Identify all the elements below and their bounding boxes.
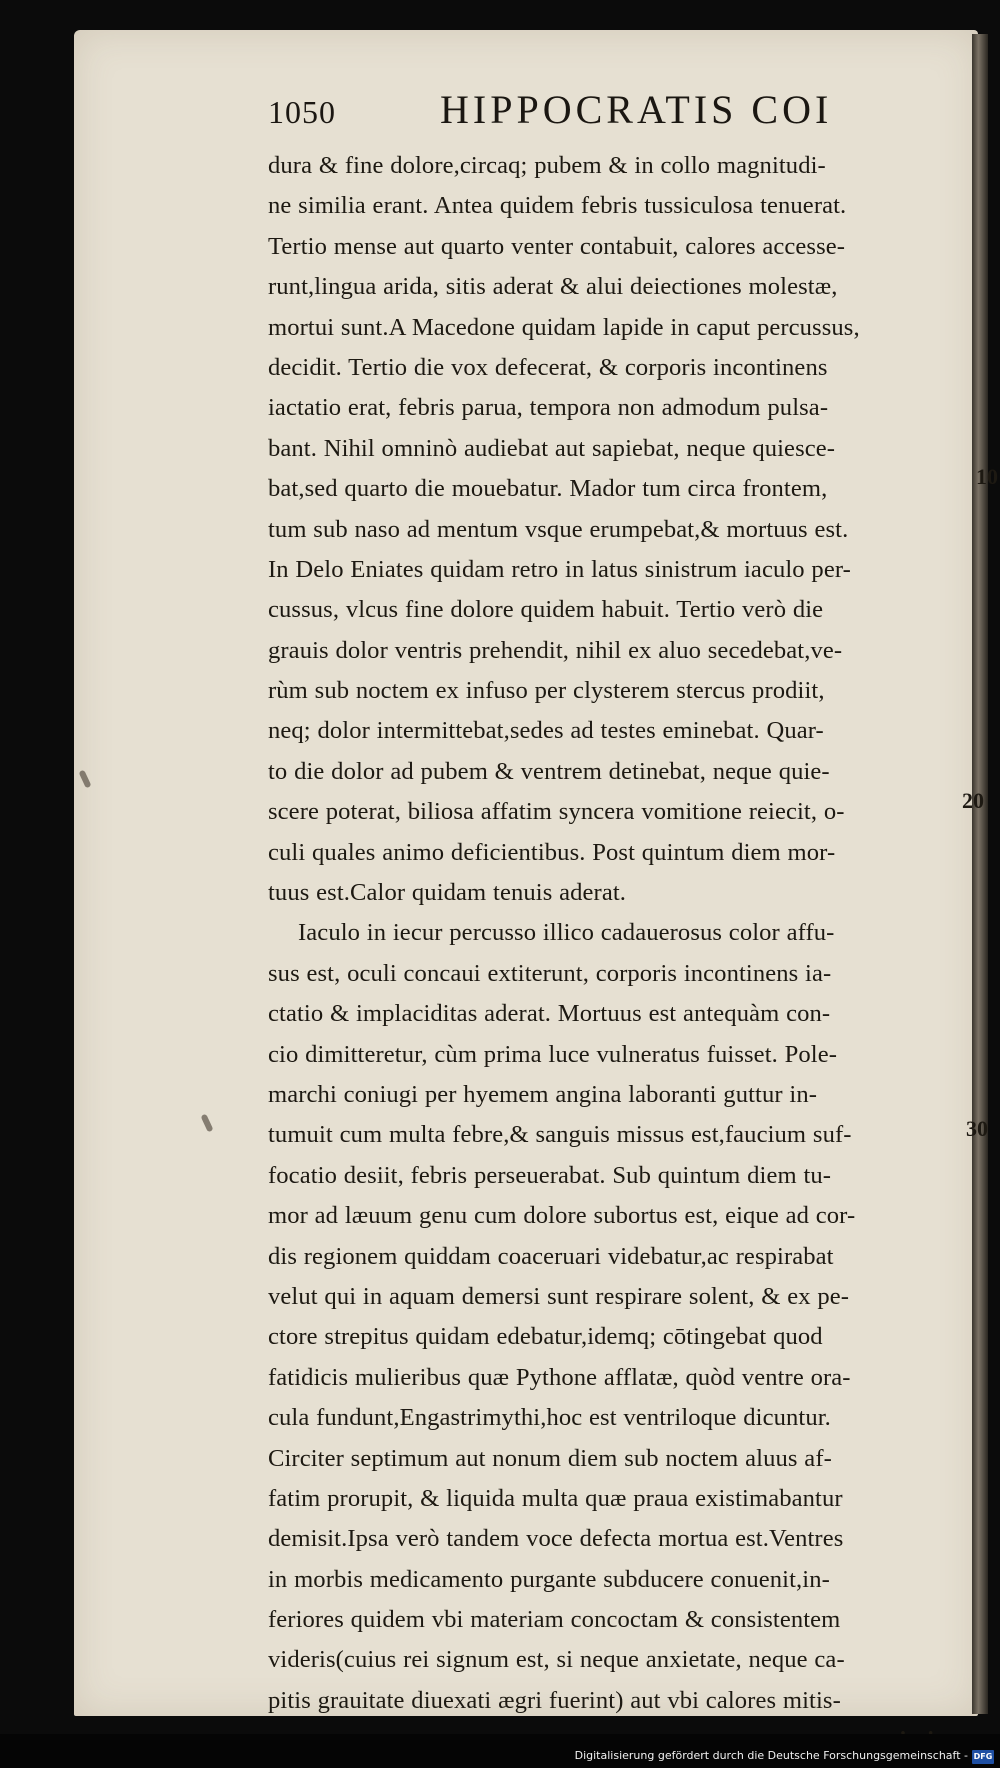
text-line: runt,lingua arida, sitis aderat & alui deiectiones molestæ, (268, 273, 838, 301)
running-title: HIPPOCRATIS COI (440, 87, 833, 132)
text-line: sus est, oculi concaui extiterunt, corporis incontinens ia- (268, 959, 832, 987)
text-line: velut qui in aquam demersi sunt respirare solent, & ex pe- (268, 1282, 850, 1310)
margin-line-number: 10 (976, 464, 998, 489)
dfg-logo: DFG (972, 1750, 994, 1764)
text-line: feriores quidem vbi materiam concoctam & consistentem (268, 1606, 841, 1634)
text-line: tumuit cum multa febre,& sanguis missus est,faucium suf- (268, 1121, 852, 1149)
text-line: in morbis medicamento purgante subducere conuenit,in- (268, 1565, 830, 1593)
body-text (268, 146, 958, 1762)
text-line: scere poterat, biliosa affatim syncera vomitione reiecit, o- (268, 798, 845, 826)
text-line: decidit. Tertio die vox defecerat, & corporis incontinens (268, 353, 828, 381)
text-line: demisit.Ipsa verò tandem voce defecta mortua est.Ventres (268, 1525, 844, 1553)
text-line: bat,sed quarto die mouebatur. Mador tum circa frontem, (268, 475, 828, 503)
text-line: tum sub naso ad mentum vsque erumpebat,& mortuus est. (268, 515, 849, 543)
text-line: iactatio erat, febris parua, tempora non admodum pulsa- (268, 394, 829, 422)
text-line: Iaculo in iecur percusso illico cadauerosus color affu- (298, 919, 835, 947)
text-line: Tertio mense aut quarto venter contabuit, calores accesse- (268, 232, 846, 260)
text-line: culi quales animo deficientibus. Post quintum diem mor- (268, 838, 836, 866)
text-line: tuus est.Calor quidam tenuis aderat. (268, 879, 627, 907)
footer-band (0, 1734, 1000, 1768)
text-line: videris(cuius rei signum est, si neque anxietate, neque ca- (268, 1646, 845, 1674)
margin-line-number: 20 (962, 788, 984, 813)
text-line: cula fundunt,Engastrimythi,hoc est ventriloque dicuntur. (268, 1404, 831, 1432)
page-number: 1050 (268, 94, 336, 130)
text-line: grauis dolor ventris prehendit, nihil ex aluo secedebat,ve- (268, 636, 843, 664)
text-line: fatim prorupit, & liquida multa quæ praua existimabantur (268, 1484, 843, 1512)
text-line: focatio desiit, febris perseuerabat. Sub quintum diem tu- (268, 1161, 832, 1189)
text-line: to die dolor ad pubem & ventrem detinebat, neque quie- (268, 757, 830, 785)
page-gutter (972, 34, 988, 1714)
text-line: dis regionem quiddam coaceruari videbatur,ac respirabat (268, 1242, 834, 1270)
text-line: cio dimitteretur, cùm prima luce vulneratus fuisset. Pole- (268, 1040, 838, 1068)
text-line: neq; dolor intermittebat,sedes ad testes eminebat. Quar- (268, 717, 824, 745)
margin-line-number: 30 (966, 1116, 988, 1141)
text-line: ctatio & implaciditas aderat. Mortuus est antequàm con- (268, 1000, 831, 1028)
text-line: ctore strepitus quidam edebatur,idemq; cōtingebat quod (268, 1323, 823, 1351)
text-line: rùm sub noctem ex infuso per clysterem stercus prodiit, (268, 677, 825, 705)
text-line: cussus, vlcus fine dolore quidem habuit. Tertio verò die (268, 596, 824, 624)
text-line: mor ad læuum genu cum dolore subortus est, eique ad cor- (268, 1202, 856, 1230)
text-line: ne similia erant. Antea quidem febris tussiculosa tenuerat. (268, 192, 847, 220)
text-line: mortui sunt.A Macedone quidam lapide in caput percussus, (268, 313, 860, 341)
page-header (268, 86, 908, 146)
text-line: pitis grauitate diuexati ægri fuerint) aut vbi calores mitis- (268, 1686, 841, 1714)
text-line: In Delo Eniates quidam retro in latus sinistrum iaculo per- (268, 555, 851, 583)
text-line: dura & fine dolore,circaq; pubem & in collo magnitudi- (268, 152, 826, 179)
digitization-credit: Digitalisierung gefördert durch die Deutsche Forschungsgemeinschaft - (574, 1749, 968, 1762)
text-line: marchi coniugi per hyemem angina laboranti guttur in- (268, 1080, 818, 1108)
text-line: Circiter septimum aut nonum diem sub noctem aluus af- (268, 1444, 832, 1472)
text-line: fatidicis mulieribus quæ Pythone afflatæ, quòd ventre ora- (268, 1363, 851, 1391)
text-line: bant. Nihil omninò audiebat aut sapiebat, neque quiesce- (268, 434, 836, 462)
